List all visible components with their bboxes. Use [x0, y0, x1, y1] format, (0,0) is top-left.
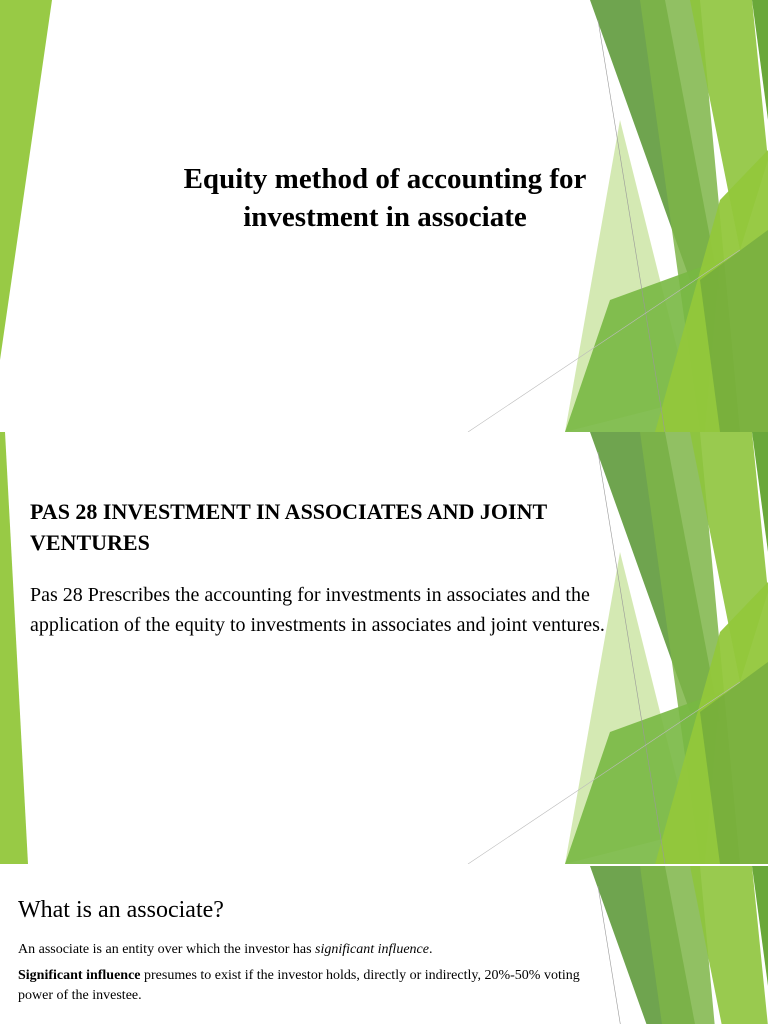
body-text: Pas 28 Prescribes the accounting for investments in associates and the application of the equity to investments in associates and joint ventures. — [30, 584, 605, 636]
section-heading — [30, 496, 640, 558]
title-line-1: Equity method of accounting for — [183, 163, 587, 195]
definition-end: . — [428, 942, 433, 957]
slide-title — [0, 0, 768, 432]
associate-definition — [18, 940, 598, 960]
section-heading: What is an associate? — [18, 897, 224, 923]
slide-pas28 — [0, 432, 768, 866]
title-line-2: investment in associate — [243, 201, 527, 233]
heading-line-1: PAS 28 INVESTMENT IN ASSOCIATES AND JOINT — [30, 499, 548, 524]
heading-line-2: VENTURES — [30, 530, 150, 555]
definition-text: An associate is an entity over which the investor has — [18, 942, 316, 957]
significant-influence-definition — [18, 966, 598, 1006]
term-bold: Significant influence — [18, 968, 141, 983]
definition-emphasis: significant influence — [315, 942, 429, 957]
slide-associate — [0, 866, 768, 1024]
slide-title-text — [130, 160, 640, 236]
term-description: presumes to exist if the investor holds, directly or indirectly, 20%-50% voting power of the investee. — [18, 968, 580, 1003]
